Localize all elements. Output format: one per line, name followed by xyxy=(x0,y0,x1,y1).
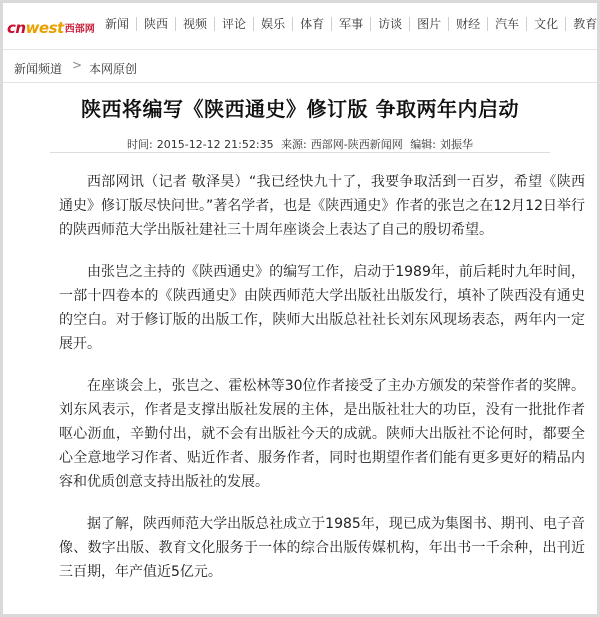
breadcrumb xyxy=(3,54,597,83)
time-label: 时间: xyxy=(127,138,153,151)
nav-item-comment[interactable]: 评论 xyxy=(214,17,253,31)
logo-west: west xyxy=(25,19,64,37)
nav-item-auto[interactable]: 汽车 xyxy=(487,17,526,31)
article-body xyxy=(59,170,585,602)
nav-item-pictures[interactable]: 图片 xyxy=(409,17,448,31)
article-paragraph: 西部网讯（记者 敬泽昊）“我已经快九十了，我要争取活到一百岁，希望《陕西通史》修订版尽快问世。”著名学者，也是《陕西通史》作者的张岂之在12月12日举行的陕西师范大学出版社建社三十周年座谈会上表达了自己的殷切希望。 xyxy=(59,174,585,238)
nav-item-education[interactable]: 教育 xyxy=(565,17,600,31)
channel-nav xyxy=(101,17,600,31)
article-meta xyxy=(3,136,597,152)
article-title: 陕西将编写《陕西通史》修订版 争取两年内启动 xyxy=(81,97,519,121)
nav-item-entertainment[interactable]: 娱乐 xyxy=(253,17,292,31)
article-source: 西部网-陕西新闻网 xyxy=(310,138,403,151)
nav-item-shaanxi[interactable]: 陕西 xyxy=(136,17,175,31)
article-paragraph: 据了解，陕西师范大学出版总社成立于1985年，现已成为集图书、期刊、电子音像、数字出版、教育文化服务于一体的综合出版传媒机构，年出书一千余种，出刊近三百期，年产值近5亿元。 xyxy=(59,516,585,580)
article-editor: 刘振华 xyxy=(439,138,473,151)
article-paragraph: 在座谈会上，张岂之、霍松林等30位作者接受了主办方颁发的荣誉作者的奖牌。刘东风表示，作者是支撑出版社发展的主体，是出版社壮大的功臣，没有一批批作者呕心沥血，辛勤付出，就不会有出版社今天的成就。陕师大出版社不论何时，都要全心全意地学习作者、贴近作者、服务作者，同时也期望作者们能有更多更好的精品内容和优质创意支持出版社的发展。 xyxy=(59,378,585,490)
editor-label: 编辑: xyxy=(410,138,436,151)
nav-item-sports[interactable]: 体育 xyxy=(292,17,331,31)
publish-time: 2015-12-12 21:52:35 xyxy=(156,138,274,151)
breadcrumb-current-link[interactable]: 本网原创 xyxy=(89,62,138,76)
nav-item-interview[interactable]: 访谈 xyxy=(370,17,409,31)
article-paragraph: 由张岂之主持的《陕西通史》的编写工作，启动于1989年，前后耗时九年时间，一部十四卷本的《陕西通史》由陕西师范大学出版社出版发行，填补了陕西没有通史的空白。对于修订版的出版工作，陕师大出版总社社长刘东风现场表态，两年内一定展开。 xyxy=(59,264,585,352)
source-label: 来源: xyxy=(281,138,307,151)
breadcrumb-home-link[interactable]: 新闻频道 xyxy=(14,62,63,76)
nav-item-finance[interactable]: 财经 xyxy=(448,17,487,31)
title-divider xyxy=(50,152,550,153)
nav-item-news[interactable]: 新闻 xyxy=(105,17,130,31)
logo-zh: 西部网 xyxy=(64,24,95,35)
nav-item-culture[interactable]: 文化 xyxy=(526,17,565,31)
breadcrumb-separator-icon: > xyxy=(72,58,83,72)
nav-item-military[interactable]: 军事 xyxy=(331,17,370,31)
nav-item-video[interactable]: 视频 xyxy=(175,17,214,31)
top-navigation-bar xyxy=(3,3,597,50)
logo-cn: cn xyxy=(7,19,26,37)
site-logo[interactable] xyxy=(7,15,95,37)
